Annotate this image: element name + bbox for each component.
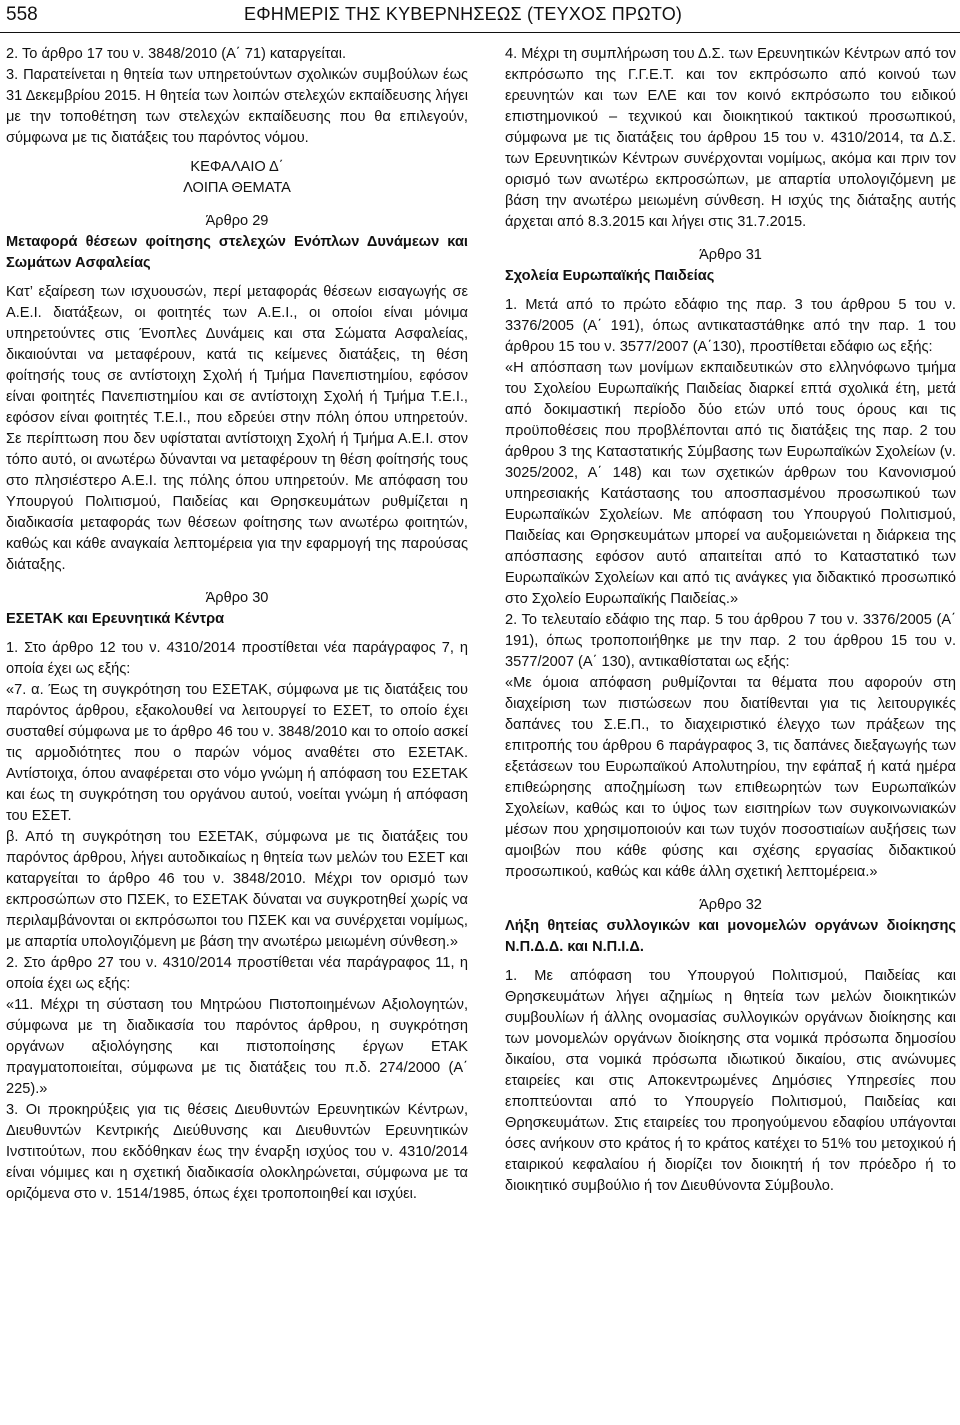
paragraph: 2. Το τελευταίο εδάφιο της παρ. 5 του άρθρου 7 του ν. 3376/2005 (Α΄ 191), όπως τροποποιήθηκε με την παρ. 2 του άρθρου 15 του ν. 3577/2007 (Α΄ 130), αντικαθίσταται ως εξής: xyxy=(505,612,956,670)
paragraph: 1. Με απόφαση του Υπουργού Πολιτισμού, Παιδείας και Θρησκευμάτων λήγει αζημίως η θητεία των μελών διοικητικών συμβουλίων ή άλλης ονομασίας συλλογικών οργάνων διοίκησης και των μονομελών οργάνων διοίκησης στα νομικά πρόσωπα δημοσίου δικαίου, στα νομικά πρόσωπα ιδιωτικού δικαίου, στις ανώνυμες εταιρείες και στις Αποκεντρωμένες Δημόσιες Υπηρεσίες που εποπτεύονται από το Υπουργείο Πολιτισμού, Παιδείας και Θρησκευμάτων. Στις εταιρείες του προηγούμενου εδαφίου υπάγονται όσες ανήκουν στο κράτος ή το κράτος κατέχει το 51% του μετοχικού ή εταιρικού κεφαλαίου ή διορίζει τον διοικητή ή τον πρόεδρο ή το διοικητικό συμβούλιο ή τον Διευθύνοντα Σύμβουλο. xyxy=(505,968,956,1194)
paragraph: 2. Στο άρθρο 27 του ν. 4310/2014 προστίθεται νέα παράγραφος 11, η οποία έχει ως εξής: xyxy=(6,955,468,992)
article-31-title: Σχολεία Ευρωπαϊκής Παιδείας xyxy=(505,268,715,284)
paragraph: 3. Οι προκηρύξεις για τις θέσεις Διευθυντών Ερευνητικών Κέντρων, Διευθυντών Κεντρικής Διεύθυνσης και Διευθυντών Ερευνητικών Ινστιτούτων, που εκδόθηκαν έως την έναρξη ισχύος του ν. 4310/2014 είναι νόμιμες και η σχετική διαδικασία ολοκληρώνεται, σύμφωνα με τα οριζόμενα στο ν. 1514/1985, όπως έχει τροποποιηθεί και ισχύει. xyxy=(6,1102,468,1202)
article-31-number: Άρθρο 31 xyxy=(699,247,762,263)
paragraph: «Με όμοια απόφαση ρυθμίζονται τα θέματα που αφορούν στη διαχείριση των πιστώσεων που διατίθενται για τις λειτουργικές δαπάνες του Σ.Ε.Π., το διαχειριστικό έλεγχο των πράξεων της επιτροπής του άρθρου 6 παράγραφος 3, τις δαπάνες διεξαγωγής των εξετάσεων του Ευρωπαϊκού Απολυτηρίου, την εφάπαξ ή κατά ημέρα επιθεώρησης αποζημίωση των επιθεωρητών των Ευρωπαϊκών Σχολείων, καθώς και το ύψος των εισιτηρίων των συγκοινωνιακών μέσων που χρησιμοποιούν και των τυχόν ποσοστιαίων αυξήσεις των αμοιβών που κάθε φύσης και σχέσης εργασίας διδακτικού προσωπικού, καθώς και κάθε άλλη σχετική λεπτομέρεια.» xyxy=(505,675,956,880)
running-title: ΕΦΗΜΕΡΙΣ ΤΗΣ ΚΥΒΕΡΝΗΣΕΩΣ (ΤΕΥΧΟΣ ΠΡΩΤΟ) xyxy=(244,4,683,24)
paragraph: 1. Μετά από το πρώτο εδάφιο της παρ. 3 του άρθρου 5 του ν. 3376/2005 (Α΄ 191), όπως αντικαταστάθηκε από την παρ. 1 του άρθρου 15 του ν. 3577/2007 (Α΄130), προστίθεται εδάφιο ως εξής: xyxy=(505,297,956,355)
header-rule xyxy=(0,32,960,33)
paragraph: β. Από τη συγκρότηση του ΕΣΕΤΑΚ, σύμφωνα με τις διατάξεις του παρόντος άρθρου, λήγει αυτοδικαίως η θητεία των μελών του ΕΣΕΤ και καταργείται το άρθρο 46 του ν. 3848/2010. Μέχρι τον ορισμό των εκπροσώπων στο ΠΣΕΚ, το ΕΣΕΤΑΚ δύναται να συγκροτηθεί χωρίς να περιλαμβάνονται οι εκπρόσωποι του ΠΣΕΚ και να συνέρχεται νομίμως, με απαρτία υπολογιζόμενη με βάση την ανωτέρω μειωμένη σύνθεση.» xyxy=(6,829,468,950)
page-header xyxy=(0,0,960,30)
paragraph: 2. Το άρθρο 17 του ν. 3848/2010 (Α΄ 71) καταργείται. xyxy=(6,46,347,62)
paragraph: «11. Μέχρι τη σύσταση του Μητρώου Πιστοποιημένων Αξιολογητών, σύμφωνα με τη διαδικασία του παρόντος άρθρου, η συγκρότηση οργάνων αξιολόγησης και πιστοποίησης έργων ΕΤΑΚ πραγματοποιείται, σύμφωνα με τις διατάξεις του π.δ. 274/2000 (Α΄ 225).» xyxy=(6,997,468,1097)
article-29-title: Μεταφορά θέσεων φοίτησης στελεχών Ενόπλων Δυνάμεων και Σωμάτων Ασφαλείας xyxy=(6,234,468,271)
left-column xyxy=(6,44,468,1205)
paragraph: Κατ’ εξαίρεση των ισχυουσών, περί μεταφοράς θέσεων εισαγωγής σε Α.Ε.Ι. διατάξεων, οι φοιτητές των Α.Ε.Ι., οι οποίοι είναι μόνιμα υπηρετούντες στις Ένοπλες Δυνάμεις και στα Σώματα Ασφαλείας, δικαιούνται να μεταφέρουν, κατά τις κείμενες διατάξεις, τη θέση φοίτησής τους σε αντίστοιχη Σχολή ή Τμήμα Πανεπιστημίου, εφόσον είναι φοιτητές Πανεπιστημίου και σε αντίστοιχη Σχολή ή Τμήμα Τ.Ε.Ι., εφόσον είναι φοιτητές Τ.Ε.Ι., που εδρεύει στην πόλη όπου υπηρετούν. Σε περίπτωση που δεν υφίσταται αντίστοιχη Σχολή ή Τμήμα Α.Ε.Ι. στον τόπο αυτό, οι ανωτέρω δύνανται να μεταφέρουν τη θέση φοίτησής τους στο πλησιέστερο Α.Ε.Ι. της πόλης όπου υπηρετούν. Με απόφαση του Υπουργού Πολιτισμού, Παιδείας και Θρησκευμάτων ρυθμίζεται η διαδικασία μεταφοράς των θέσεων φοίτησης των ανωτέρω φοιτητών, καθώς και κάθε αναγκαία λεπτομέρεια για την εφαρμογή της παρούσας διάταξης. xyxy=(6,284,468,573)
paragraph: «Η απόσπαση των μονίμων εκπαιδευτικών στο ελληνόφωνο τμήμα του Σχολείου Ευρωπαϊκής Παιδείας διαρκεί επτά σχολικά έτη, μετά από δοκιμαστική περίοδο δύο ετών υπό τους όρους και τις προϋποθέσεις που προβλέπονται από τις διατάξεις της παρ. 2 του άρθρου 3 της Καταστατικής Σύμβασης των Ευρωπαϊκών Σχολείων (ν. 3025/2002, Α΄ 148) και των σχετικών άρθρων του Κανονισμού υπηρεσιακής Κατάστασης του αποσπασμένου προσωπικού των Ευρωπαϊκών Σχολείων. Με απόφαση του Υπουργού Πολιτισμού, Παιδείας και Θρησκευμάτων μπορεί να αυξομειώνεται η διάρκεια της απόσπασης εφόσον αυτό απαιτείται από το Καταστατικό των Ευρωπαϊκών Σχολείων και από τις ανάγκες για διδακτικό προσωπικό στο Σχολείο Ευρωπαϊκής Παιδείας.» xyxy=(505,360,956,607)
paragraph: 3. Παρατείνεται η θητεία των υπηρετούντων σχολικών συμβούλων έως 31 Δεκεμβρίου 2015. Η θητεία των λοιπών στελεχών εκπαίδευσης λήγει με την τοποθέτηση των στελεχών εκπαίδευσης που θα επιλεγούν, σύμφωνα με τις διατάξεις του παρόντος νόμου. xyxy=(6,67,468,146)
article-32-title: Λήξη θητείας συλλογικών και μονομελών οργάνων διοίκησης Ν.Π.Δ.Δ. και Ν.Π.Ι.Δ. xyxy=(505,918,956,955)
chapter-title: ΛΟΙΠΑ ΘΕΜΑΤΑ xyxy=(183,180,291,196)
page-number: 558 xyxy=(6,4,38,25)
right-column xyxy=(505,44,956,1197)
paragraph: 1. Στο άρθρο 12 του ν. 4310/2014 προστίθεται νέα παράγραφος 7, η οποία έχει ως εξής: xyxy=(6,640,468,677)
article-30-title: ΕΣΕΤΑΚ και Ερευνητικά Κέντρα xyxy=(6,611,225,627)
article-29-number: Άρθρο 29 xyxy=(205,213,269,229)
article-32-number: Άρθρο 32 xyxy=(699,897,762,913)
paragraph: «7. α. Έως τη συγκρότηση του ΕΣΕΤΑΚ, σύμφωνα με τις διατάξεις του παρόντος άρθρου, εξακολουθεί να λειτουργεί το ΕΣΕΤ, το οποίο έχει συσταθεί σύμφωνα με το άρθρο 46 του ν. 3848/2010 και το οποίο ασκεί τις αρμοδιότητες που ο παρών νόμος αναθέτει στο ΕΣΕΤΑΚ. Αντίστοιχα, όπου αναφέρεται στο νόμο γνώμη ή απόφαση του ΕΣΕΤΑΚ και έως τη συγκρότηση του οργάνου αυτού, νοείται γνώμη ή απόφαση του ΕΣΕΤ. xyxy=(6,682,468,824)
chapter-number: ΚΕΦΑΛΑΙΟ Δ΄ xyxy=(190,159,284,175)
article-30-number: Άρθρο 30 xyxy=(205,590,269,606)
paragraph: 4. Μέχρι τη συμπλήρωση του Δ.Σ. των Ερευνητικών Κέντρων από τον εκπρόσωπο της Γ.Γ.Ε.Τ. και τον εκπρόσωπο από κοινού των ερευνητών και των ΕΛΕ και τον κοινό εκπρόσωπο του ειδικού επιστημονικού – τεχνικού και διοικητικού τακτικού προσωπικού, σύμφωνα με τις διατάξεις του άρθρου 15 του ν. 4310/2014, τα Δ.Σ. των Ερευνητικών Κέντρων συνέρχονται νομίμως, ακόμα και πριν τον ορισμό των ανωτέρω εκπροσώπων, με απαρτία υπολογιζόμενη με βάση την ανωτέρω μειωμένη σύνθεση. Η ισχύς της διάταξης αυτής άρχεται από 8.3.2015 και λήγει στις 31.7.2015. xyxy=(505,46,956,230)
